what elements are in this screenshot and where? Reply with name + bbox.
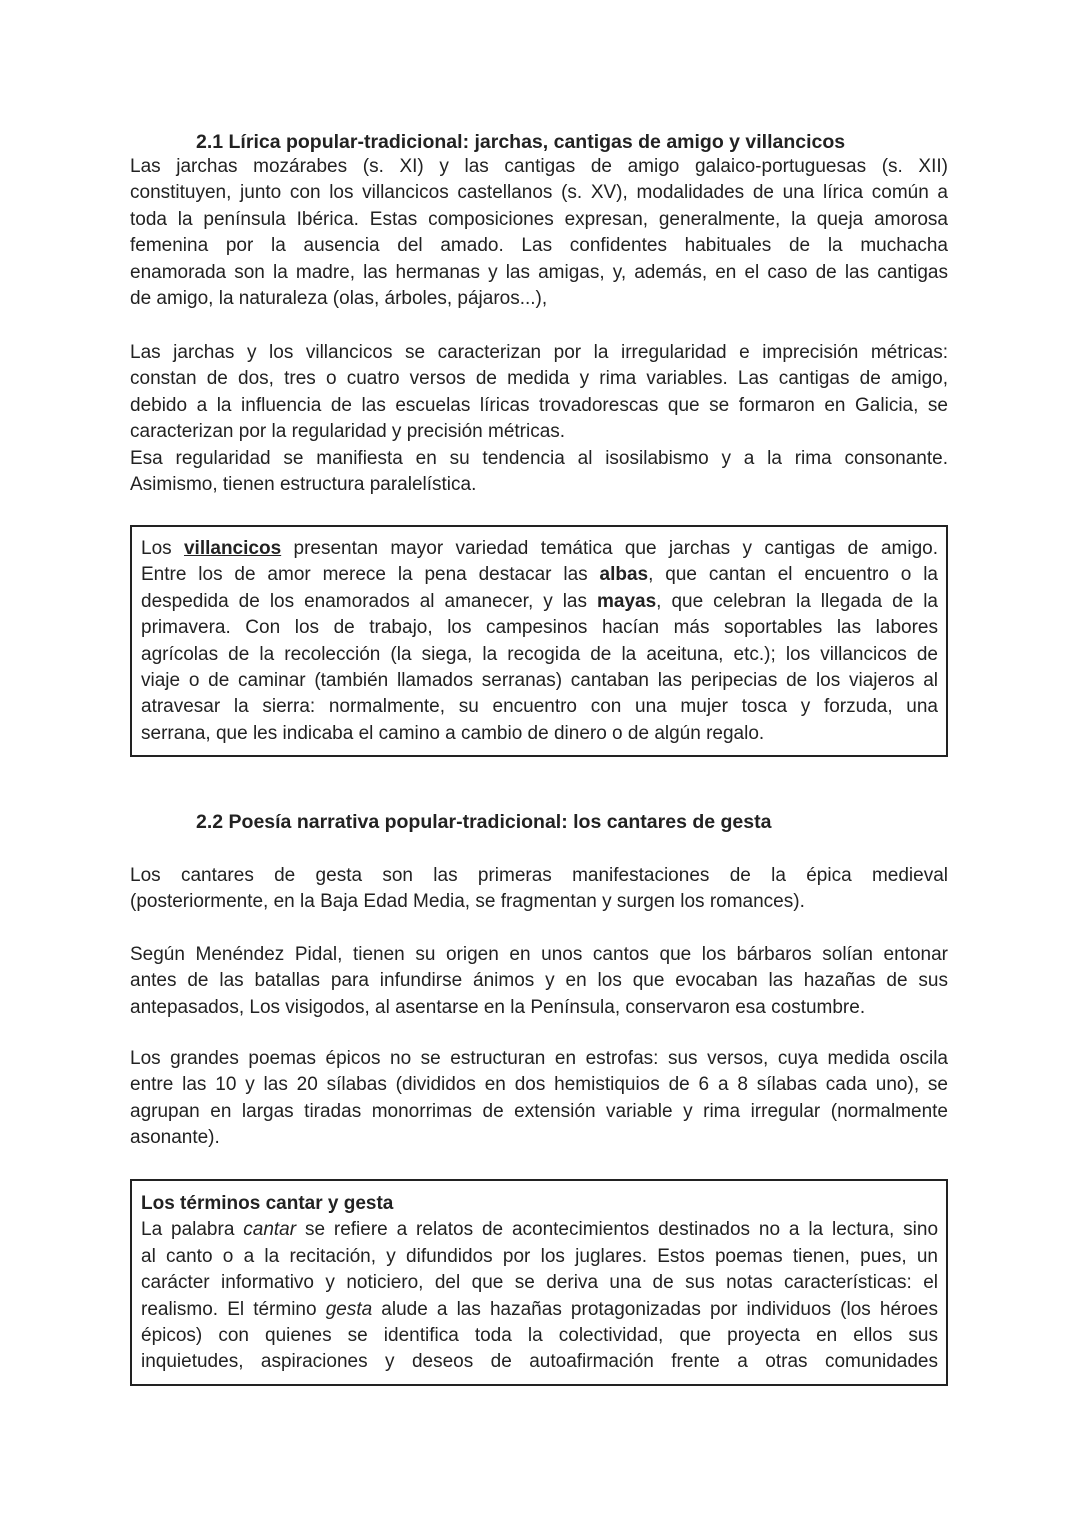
text-line bbox=[141, 694, 938, 720]
text-line bbox=[141, 721, 938, 747]
text-run: alude a las hazañas protagonizadas por individuos (los héroes bbox=[372, 1298, 938, 1320]
text-line bbox=[141, 1323, 938, 1349]
text-line bbox=[130, 446, 948, 472]
villancicos-note-box bbox=[130, 525, 948, 757]
text-line bbox=[141, 615, 938, 641]
section-heading-lirica: 2.1 Lírica popular-tradicional: jarchas, cantigas de amigo y villancicos bbox=[196, 131, 846, 153]
text-run: despedida de los enamorados al amanecer, y las bbox=[141, 590, 597, 612]
paragraph bbox=[130, 1046, 948, 1152]
text-line bbox=[130, 472, 948, 498]
text-line bbox=[130, 968, 948, 994]
text-line bbox=[130, 340, 948, 366]
text-line bbox=[130, 1046, 948, 1072]
text-line bbox=[130, 393, 948, 419]
text-run: Los grandes poemas épicos no se estructuran en estrofas: sus versos, cuya medida oscila bbox=[130, 1048, 948, 1069]
text-line bbox=[141, 589, 938, 615]
text-line bbox=[141, 562, 938, 588]
text-run: antes de las batallas para infundirse ánimos y en los que evocaban las hazañas de sus bbox=[130, 970, 948, 992]
text-run: agrupan en largas tiradas monorrimas de extensión variable y rima irregular (normalmente bbox=[130, 1100, 948, 1122]
text-run: viaje o de caminar (también llamados serranas) cantaban las peripecias de los viajeros al bbox=[141, 669, 938, 691]
text-run: femenina por la ausencia del amado. Las confidentes habituales de la muchacha bbox=[130, 235, 948, 257]
text-run: constan de dos, tres o cuatro versos de medida y rima variables. Las cantigas de amigo, bbox=[130, 368, 948, 390]
text-line bbox=[130, 1099, 948, 1125]
text-run: serrana, que les indicaba el camino a cambio de dinero o de algún regalo. bbox=[141, 722, 765, 744]
box-title: Los términos cantar y gesta bbox=[141, 1193, 394, 1214]
text-line bbox=[141, 1244, 938, 1270]
text-line bbox=[141, 1270, 938, 1296]
text-run: épicos) con quienes se identifica toda la colectividad, que proyecta en ellos sus bbox=[141, 1324, 938, 1346]
text-run: al canto o a la recitación, y difundidos por los juglares. Estos poemas tienen, pues, un bbox=[141, 1245, 938, 1267]
text-run: Asimismo, tienen estructura paralelística. bbox=[130, 474, 477, 496]
text-line bbox=[130, 180, 948, 206]
text-line bbox=[141, 1217, 938, 1243]
text-run: carácter informativo y noticiero, del que se deriva una de sus notas características: el bbox=[141, 1272, 938, 1294]
text-line bbox=[130, 207, 948, 233]
text-run: Según Menéndez Pidal, tienen su origen en unos cantos que los bárbaros solían entonar bbox=[130, 944, 948, 965]
text-line bbox=[130, 863, 948, 889]
text-run: de amigo, la naturaleza (olas, árboles, pájaros...), bbox=[130, 287, 548, 309]
text-run: Entre los de amor merece la pena destacar las bbox=[141, 564, 600, 586]
text-run: se refiere a relatos de acontecimientos destinados no a la lectura, sino bbox=[296, 1219, 939, 1241]
emphasized-term: mayas bbox=[597, 590, 657, 612]
text-line bbox=[130, 154, 948, 180]
text-line bbox=[130, 995, 948, 1021]
paragraph bbox=[130, 446, 948, 499]
paragraph bbox=[130, 863, 948, 916]
paragraph bbox=[130, 942, 948, 1021]
text-run: enamorada son la madre, las hermanas y las amigas, y, además, en el caso de las cantigas bbox=[130, 261, 948, 283]
text-run: toda la península Ibérica. Estas composiciones expresan, generalmente, la queja amorosa bbox=[130, 208, 948, 230]
text-line bbox=[141, 668, 938, 694]
text-line bbox=[130, 366, 948, 392]
text-run: La palabra bbox=[141, 1219, 244, 1241]
box-body bbox=[141, 1217, 938, 1375]
emphasized-term: albas bbox=[599, 564, 649, 586]
text-run: Los bbox=[141, 538, 184, 559]
text-run: entre las 10 y las 20 sílabas (divididos en dos hemistiquios de 6 a 8 sílabas cada uno), se bbox=[130, 1074, 948, 1096]
text-run: asonante). bbox=[130, 1127, 220, 1149]
text-run: atravesar la sierra: normalmente, su encuentro con una mujer tosca y forzuda, una bbox=[141, 696, 938, 718]
text-run: caracterizan por la regularidad y precisión métricas. bbox=[130, 421, 566, 443]
text-run: agrícolas de la recolección (la siega, la recogida de la aceituna, etc.); los villancicos de bbox=[141, 643, 938, 665]
text-run: debido a la influencia de las escuelas líricas trovadorescas que se formaron en Galicia, se bbox=[130, 394, 948, 416]
terminos-note-box bbox=[130, 1179, 948, 1386]
text-run: realismo. El término bbox=[141, 1298, 326, 1320]
text-line bbox=[130, 1125, 948, 1151]
text-line bbox=[141, 1297, 938, 1323]
text-line bbox=[130, 1072, 948, 1098]
paragraph bbox=[130, 154, 948, 312]
text-run: Las jarchas mozárabes (s. XI) y las cantigas de amigo galaico-portuguesas (s. XII) bbox=[130, 156, 948, 177]
text-run: primavera. Con los de trabajo, los campesinos hacían más soportables las labores bbox=[141, 617, 938, 639]
text-line bbox=[130, 260, 948, 286]
text-line bbox=[130, 942, 948, 968]
box-text bbox=[141, 1191, 938, 1376]
emphasized-term: cantar bbox=[243, 1219, 297, 1241]
box-text bbox=[141, 536, 938, 747]
text-run: Esa regularidad se manifiesta en su tendencia al isosilabismo y a la rima consonante. bbox=[130, 448, 948, 469]
emphasized-term: villancicos bbox=[183, 538, 282, 559]
section-heading-cantares: 2.2 Poesía narrativa popular-tradicional: los cantares de gesta bbox=[196, 811, 772, 833]
text-run: constituyen, junto con los villancicos castellanos (s. XV), modalidades de una lírica común a bbox=[130, 182, 948, 204]
text-run: , que celebran la llegada de la bbox=[656, 590, 938, 612]
emphasized-term: gesta bbox=[325, 1298, 373, 1320]
paragraph bbox=[130, 340, 948, 446]
text-line bbox=[141, 536, 938, 562]
text-run: Las jarchas y los villancicos se caracterizan por la irregularidad e imprecisión métricas: bbox=[130, 342, 948, 363]
text-run: , que cantan el encuentro o la bbox=[648, 564, 938, 586]
text-line bbox=[130, 286, 948, 312]
text-run: presentan mayor variedad temática que jarchas y cantigas de amigo. bbox=[281, 538, 938, 559]
text-run: (posteriormente, en la Baja Edad Media, se fragmentan y surgen los romances). bbox=[130, 891, 805, 913]
text-line bbox=[141, 642, 938, 668]
text-run: antepasados, Los visigodos, al asentarse en la Península, conservaron esa costumbre. bbox=[130, 996, 866, 1018]
text-line bbox=[141, 1349, 938, 1375]
text-line bbox=[130, 419, 948, 445]
text-run: inquietudes, aspiraciones y deseos de autoafirmación frente a otras comunidades bbox=[141, 1351, 938, 1373]
text-line bbox=[130, 889, 948, 915]
text-line bbox=[130, 233, 948, 259]
text-run: Los cantares de gesta son las primeras manifestaciones de la épica medieval bbox=[130, 865, 948, 886]
